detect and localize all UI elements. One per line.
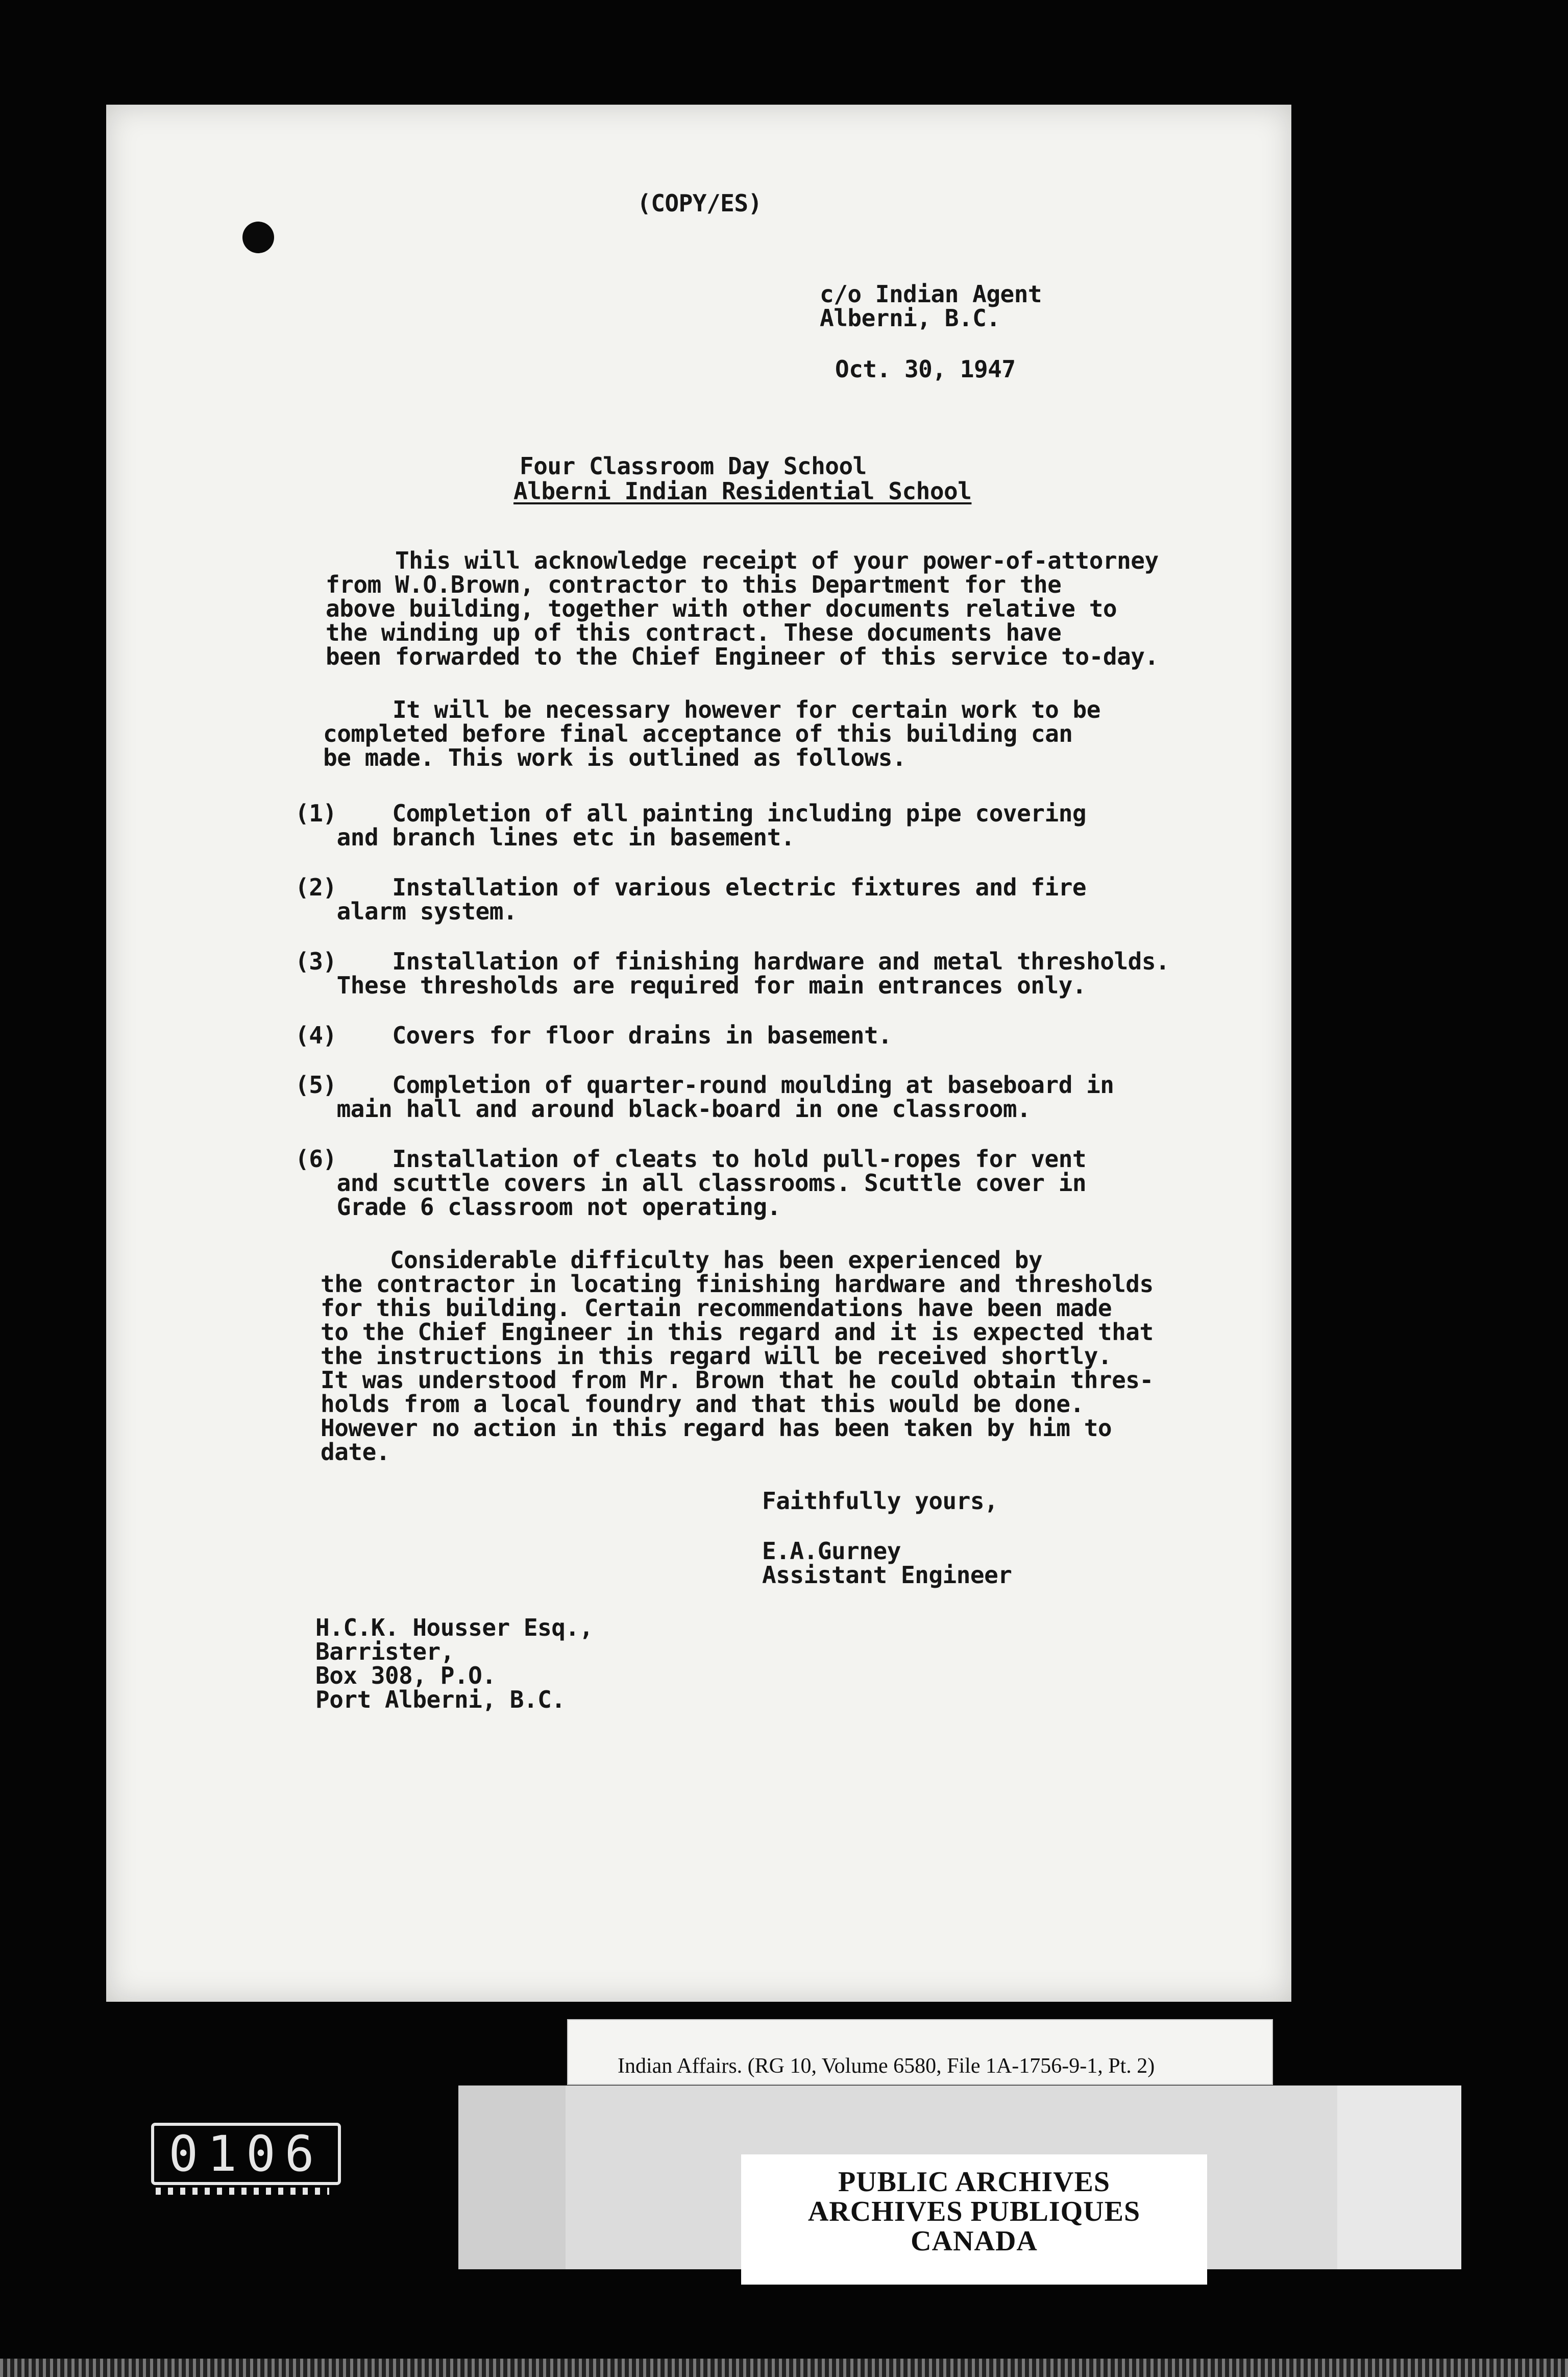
- archive-reference: Indian Affairs. (RG 10, Volume 6580, File 1A-1756-9-1, Pt. 2): [618, 2054, 1155, 2078]
- copy-mark: (COPY/ES): [637, 189, 762, 217]
- archive-panel-left: [458, 2085, 566, 2269]
- paragraph-line: Considerable difficulty has been experienced by: [321, 1246, 1043, 1274]
- film-edge: [0, 2359, 1568, 2377]
- paragraph-line: It will be necessary however for certain work to be: [323, 696, 1100, 723]
- list-item: (3) Installation of finishing hardware and metal thresholds.: [295, 948, 1170, 975]
- list-item: (5) Completion of quarter-round moulding at baseboard in: [295, 1071, 1114, 1099]
- list-item: (6) Installation of cleats to hold pull-ropes for vent: [295, 1145, 1087, 1173]
- archive-stamp-line: PUBLIC ARCHIVES: [838, 2166, 1111, 2198]
- address-line: Alberni, B.C.: [820, 304, 1000, 332]
- paragraph-line: been forwarded to the Chief Engineer of this service to-day.: [326, 643, 1159, 670]
- paragraph-line: completed before final acceptance of this building can: [323, 720, 1073, 747]
- archive-stamp-line: CANADA: [911, 2225, 1038, 2257]
- paragraph-line: It was understood from Mr. Brown that he could obtain thres-: [321, 1366, 1154, 1394]
- signer-title: Assistant Engineer: [762, 1561, 1012, 1589]
- punch-hole: [242, 222, 274, 253]
- letter-date: Oct. 30, 1947: [835, 355, 1016, 383]
- recipient-line: H.C.K. Housser Esq.,: [315, 1614, 593, 1641]
- paragraph-line: the winding up of this contract. These documents have: [326, 619, 1062, 646]
- list-item: and scuttle covers in all classrooms. Scuttle cover in: [295, 1169, 1087, 1197]
- signer-name: E.A.Gurney: [762, 1537, 901, 1565]
- list-item: main hall and around black-board in one classroom.: [295, 1095, 1031, 1123]
- paragraph-line: holds from a local foundry and that this would be done.: [321, 1390, 1084, 1418]
- frame-ticks: [156, 2188, 329, 2195]
- frame-number: 0106: [151, 2123, 341, 2185]
- list-item: (2) Installation of various electric fixtures and fire: [295, 874, 1087, 901]
- paragraph-line: above building, together with other documents relative to: [326, 595, 1117, 622]
- archive-stamp-line: ARCHIVES PUBLIQUES: [807, 2196, 1141, 2227]
- subject-line: Four Classroom Day School: [520, 452, 867, 480]
- document-page: [106, 105, 1291, 2002]
- list-item: and branch lines etc in basement.: [295, 823, 795, 851]
- recipient-line: Port Alberni, B.C.: [315, 1686, 566, 1713]
- paragraph-line: However no action in this regard has been taken by him to: [321, 1414, 1112, 1442]
- closing: Faithfully yours,: [762, 1487, 998, 1515]
- paragraph-line: to the Chief Engineer in this regard and it is expected that: [321, 1318, 1154, 1346]
- list-item: (1) Completion of all painting including pipe covering: [295, 799, 1087, 827]
- list-item: alarm system.: [295, 898, 518, 925]
- paragraph-line: the instructions in this regard will be received shortly.: [321, 1342, 1112, 1370]
- recipient-line: Barrister,: [315, 1638, 454, 1665]
- paragraph-line: for this building. Certain recommendations have been made: [321, 1294, 1112, 1322]
- subject-line: Alberni Indian Residential School: [513, 477, 972, 505]
- recipient-line: Box 308, P.O.: [315, 1662, 496, 1689]
- paragraph-line: from W.O.Brown, contractor to this Department for the: [326, 571, 1062, 598]
- address-line: c/o Indian Agent: [820, 280, 1042, 308]
- paragraph-line: be made. This work is outlined as follows.: [323, 744, 906, 771]
- paragraph-line: the contractor in locating finishing hardware and thresholds: [321, 1270, 1154, 1298]
- list-item: (4) Covers for floor drains in basement.: [295, 1022, 892, 1049]
- paragraph-line: This will acknowledge receipt of your power-of-attorney: [326, 547, 1159, 574]
- list-item: Grade 6 classroom not operating.: [295, 1193, 781, 1221]
- paragraph-line: date.: [321, 1438, 390, 1466]
- archive-panel-right: [1337, 2085, 1461, 2269]
- list-item: These thresholds are required for main entrances only.: [295, 972, 1087, 999]
